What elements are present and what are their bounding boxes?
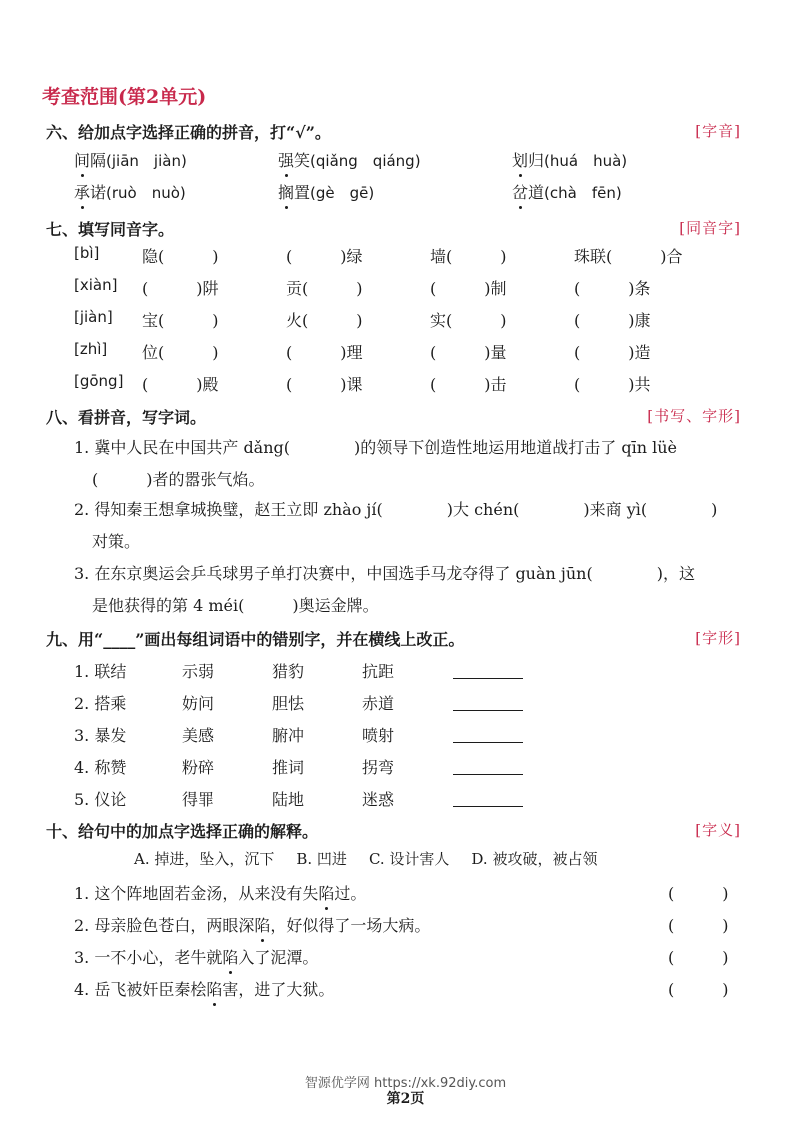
s8-question-3: [74, 558, 742, 622]
s6-word: [512, 148, 627, 171]
s8-q1-line2: ( )者的嚣张气焰。: [92, 470, 265, 489]
word-suffix: 置: [294, 183, 311, 202]
s10-answer-box[interactable]: ( ): [668, 980, 729, 999]
s10-option: D. 被攻破，被占领: [471, 850, 598, 868]
sentence-start: 2. 母亲脸色苍白，两眼深: [74, 916, 255, 935]
s9-word: 美感: [182, 726, 215, 745]
sentence-end: ，好似得了一场大病。: [270, 916, 431, 935]
s7-row: [0, 340, 811, 366]
pinyin-choices: (jiān jiàn): [106, 152, 187, 170]
s9-answer-line[interactable]: [453, 774, 523, 775]
s9-word: 迷惑: [362, 790, 395, 809]
s8-q3-line1: 3. 在东京奥运会乒乓球男子单打决赛中，中国选手马龙夺得了 guàn jūn( )，这: [74, 564, 695, 583]
s7-pinyin: [xiàn]: [74, 276, 118, 294]
s10-option: B. 凹进: [296, 850, 347, 868]
s9-word: 腑冲: [272, 726, 305, 745]
dotted-char: 承: [74, 180, 90, 203]
sentence-end: 害，进了大狱。: [222, 980, 335, 999]
s9-numbered-word: 3. 暴发: [74, 726, 127, 745]
s9-row: [0, 723, 811, 749]
s9-word: 赤道: [362, 694, 395, 713]
sentence-start: 3. 一不小心，老牛就: [74, 948, 223, 967]
s7-item: ( )量: [430, 343, 507, 362]
section-7-tag: [同音字]: [679, 219, 741, 237]
s9-word: 妨问: [182, 694, 215, 713]
s7-item: 墙( ): [430, 247, 507, 266]
s7-item: 珠联( )合: [574, 247, 683, 266]
s9-answer-line[interactable]: [453, 678, 523, 679]
s10-options: [134, 848, 619, 869]
s10-answer-box[interactable]: ( ): [668, 916, 729, 935]
s6-row: [0, 180, 811, 206]
s8-q1-line1: 1. 冀中人民在中国共产 dǎng( )的领导下创造性地运用地道战打击了 qīn lüè: [74, 438, 677, 457]
pinyin-choices: (huá huà): [544, 152, 628, 170]
s6-word: [74, 180, 186, 203]
word-suffix: 归: [528, 151, 545, 170]
s9-answer-line[interactable]: [453, 806, 523, 807]
s6-word: [74, 148, 187, 171]
s9-numbered-word: 4. 称赞: [74, 758, 127, 777]
s7-item: ( )制: [430, 279, 507, 298]
s7-item: 实( ): [430, 311, 507, 330]
s9-word: 陆地: [272, 790, 305, 809]
s9-row: [0, 787, 811, 813]
s9-numbered-word: 2. 搭乘: [74, 694, 127, 713]
s9-row: [0, 691, 811, 717]
word-suffix: 诺: [90, 183, 107, 202]
s7-row: [0, 372, 811, 398]
s7-item: ( )阱: [142, 279, 219, 298]
footer-site: 智源优学网 https://xk.92diy.com: [304, 1076, 507, 1091]
s10-answer-box[interactable]: ( ): [668, 948, 729, 967]
s8-q3-line2: 是他获得的第 4 méi( )奥运金牌。: [92, 596, 379, 615]
dotted-char: 间: [74, 148, 90, 171]
s9-answer-line[interactable]: [453, 742, 523, 743]
s7-item: 贡( ): [286, 279, 363, 298]
s9-word: 推词: [272, 758, 305, 777]
s7-item: ( )理: [286, 343, 363, 362]
s9-row: [0, 659, 811, 685]
s7-item: 位( ): [142, 343, 219, 362]
s9-word: 粉碎: [182, 758, 215, 777]
page-number: 第2页: [386, 1091, 425, 1107]
s9-word: 示弱: [182, 662, 215, 681]
s10-answer-box[interactable]: ( ): [668, 884, 729, 903]
s9-word: 拐弯: [362, 758, 395, 777]
s7-pinyin: [jiàn]: [74, 308, 113, 326]
s9-word: 喷射: [362, 726, 395, 745]
pinyin-choices: (chà fēn): [544, 184, 622, 202]
s7-item: ( )造: [574, 343, 651, 362]
s10-question: [0, 913, 811, 939]
s7-item: ( )绿: [286, 247, 363, 266]
section-9-tag: [字形]: [695, 629, 741, 647]
s9-word: 抗距: [362, 662, 395, 681]
s10-question: [0, 977, 811, 1003]
s7-item: ( )殿: [142, 375, 219, 394]
s10-question: [0, 881, 811, 907]
s10-sentence: [74, 881, 366, 904]
s7-item: ( )条: [574, 279, 651, 298]
pinyin-choices: (gè gē): [310, 184, 375, 202]
s8-question-1: [74, 432, 742, 496]
s9-row: [0, 755, 811, 781]
section-6-title: 六、给加点字选择正确的拼音，打“√”。: [46, 123, 331, 142]
sentence-end: 入了泥潭。: [238, 948, 319, 967]
s9-word: 胆怯: [272, 694, 305, 713]
s7-pinyin: [zhì]: [74, 340, 108, 358]
section-6-tag: [字音]: [695, 122, 741, 140]
dotted-char: 划: [512, 148, 528, 171]
s8-question-2: [74, 494, 742, 558]
s7-item: 隐( ): [142, 247, 219, 266]
s7-pinyin: [gōng]: [74, 372, 124, 390]
s9-word: 猎豹: [272, 662, 305, 681]
s7-item: 宝( ): [142, 311, 219, 330]
section-7-title: 七、填写同音字。: [46, 220, 175, 239]
word-suffix: 隔: [90, 151, 107, 170]
s9-answer-line[interactable]: [453, 710, 523, 711]
s10-option: A. 掉进，坠入，沉下: [134, 850, 275, 868]
s10-sentence: [74, 945, 318, 968]
sentence-start: 1. 这个阵地固若金汤，从来没有失: [74, 884, 319, 903]
s6-word: [512, 180, 622, 203]
s9-numbered-word: 1. 联结: [74, 662, 127, 681]
s8-q2-line2: 对策。: [92, 532, 141, 551]
s6-word: [278, 180, 374, 203]
dotted-char: 陷: [318, 881, 334, 904]
sentence-start: 4. 岳飞被奸臣秦桧: [74, 980, 207, 999]
dotted-char: 岔: [512, 180, 528, 203]
dotted-char: 陷: [222, 945, 238, 968]
s9-word: 得罪: [182, 790, 215, 809]
pinyin-choices: (ruò nuò): [106, 184, 186, 202]
s7-row: [0, 276, 811, 302]
section-8-title: 八、看拼音，写字词。: [46, 408, 207, 427]
section-10-tag: [字义]: [695, 821, 741, 839]
s7-item: 火( ): [286, 311, 363, 330]
s10-sentence: [74, 977, 334, 1000]
s7-row: [0, 244, 811, 270]
s7-item: ( )共: [574, 375, 651, 394]
s9-numbered-word: 5. 仪论: [74, 790, 127, 809]
s6-word: [278, 148, 421, 171]
section-9-title: 九、用“____”画出每组词语中的错别字，并在横线上改正。: [46, 630, 465, 649]
s7-pinyin: [bì]: [74, 244, 100, 262]
word-suffix: 笑: [294, 151, 311, 170]
dotted-char: 搁: [278, 180, 294, 203]
s7-item: ( )课: [286, 375, 363, 394]
s7-item: ( )击: [430, 375, 507, 394]
dotted-char: 陷: [206, 977, 222, 1000]
dotted-char: 强: [278, 148, 294, 171]
scope-title: 考查范围(第2单元): [42, 86, 207, 108]
s7-row: [0, 308, 811, 334]
s10-question: [0, 945, 811, 971]
sentence-end: 过。: [334, 884, 367, 903]
word-suffix: 道: [528, 183, 545, 202]
s10-option: C. 设计害人: [368, 850, 450, 868]
pinyin-choices: (qiǎng qiáng): [310, 152, 421, 170]
s10-sentence: [74, 913, 430, 936]
s8-q2-line1: 2. 得知秦王想拿城换璧，赵王立即 zhào jí( )大 chén( )来商 yì( ): [74, 500, 718, 519]
section-10-title: 十、给句中的加点字选择正确的解释。: [46, 822, 319, 841]
section-8-tag: [书写、字形]: [647, 407, 741, 425]
dotted-char: 陷: [254, 913, 270, 936]
s6-row: [0, 148, 811, 174]
s7-item: ( )康: [574, 311, 651, 330]
